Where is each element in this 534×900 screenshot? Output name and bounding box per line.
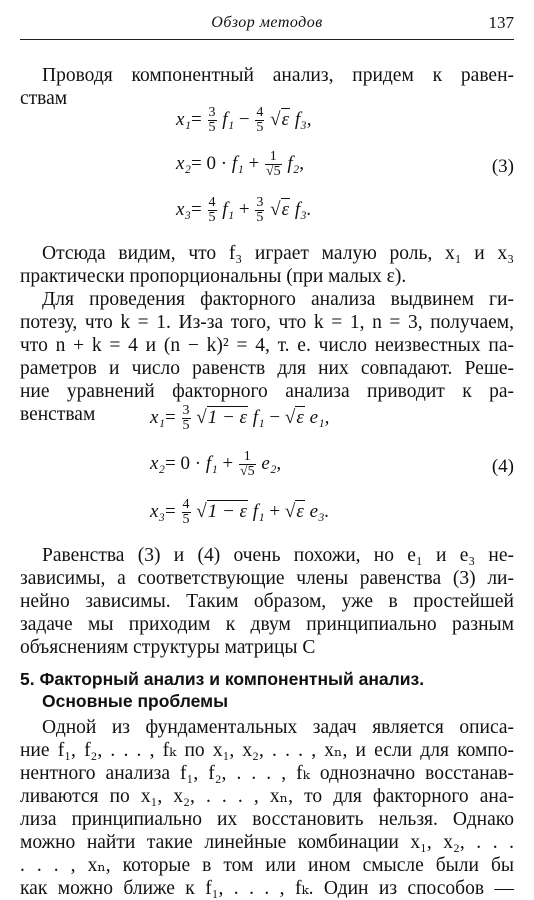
text-line: ствам xyxy=(20,88,68,109)
section-heading-line: Основные проблемы xyxy=(42,691,229,711)
equation-x3: x₃= $\frac{4}{5}$ f₁ + $\frac{3}{5}$ √ε f₃. xyxy=(176,195,312,225)
text-line: Равенства (3) и (4) очень похожи, но e₁ и e₃ не- xyxy=(42,545,514,566)
equation-x2: x₂= 0 · f₁ + $\frac{1}{√5}$ f₂, xyxy=(176,149,305,179)
text-line: задаче мы приходим к двум принципиально разным xyxy=(20,614,514,635)
equation-number-4: (4) xyxy=(491,456,514,477)
paragraph-observation xyxy=(20,242,514,288)
text-line: как можно ближе к f₁, . . . , fₖ. Один из способов — xyxy=(20,878,514,899)
section-heading-line: 5. Факторный анализ и компонентный анализ. xyxy=(20,669,425,689)
section-heading xyxy=(20,668,514,712)
paragraph-intro xyxy=(20,64,514,110)
running-title: Обзор методов xyxy=(211,14,323,31)
page-header xyxy=(0,0,534,38)
text-line: потезу, что k = 1. Из-за того, что k = 1, n = 3, получаем, xyxy=(20,312,514,333)
text-line: Проводя компонентный анализ, придем к равен- xyxy=(42,65,514,86)
text-line: Одной из фундаментальных задач является описа- xyxy=(42,717,514,738)
text-line: объяснениям структуры матрицы C xyxy=(20,637,316,658)
text-line: можно найти такие линейные комбинации x₁, x₂, . . . xyxy=(20,832,514,853)
text-line: венствам xyxy=(20,404,96,425)
equation-x3: x₃= $\frac{4}{5}$ √1 − ε f₁ + √ε e₃. xyxy=(150,497,330,527)
paragraph-comparison xyxy=(20,544,514,659)
header-rule xyxy=(20,39,514,40)
equation-number-3: (3) xyxy=(491,156,514,177)
text-line: ливаются по x₁, x₂, . . . , xₙ, то для факторного ана- xyxy=(20,786,514,807)
equation-x2: x₂= 0 · f₁ + $\frac{1}{√5}$ e₂, xyxy=(150,449,282,479)
text-line: Для проведения факторного анализа выдвинем ги- xyxy=(42,289,514,310)
paragraph-fundamental-task xyxy=(20,716,514,900)
text-line: нейно зависимы. Таким образом, уже в простейшей xyxy=(20,591,514,612)
text-line: ние уравнений факторного анализа приводит к ра- xyxy=(20,381,514,402)
text-line: лиза принципиально их восстановить нельзя. Однако xyxy=(20,809,514,830)
page-number: 137 xyxy=(488,13,514,32)
equation-x1: x₁= $\frac{3}{5}$ f₁ − $\frac{4}{5}$ √ε f₃, xyxy=(176,105,312,135)
text-line: зависимы, а соответствующие члены равенства (3) ли- xyxy=(20,568,514,589)
text-line: раметров и число равенств для них совпадают. Реше- xyxy=(20,358,514,379)
text-line: . . . , xₙ, которые в том или ином смысле были бы xyxy=(20,855,514,876)
text-line: практически пропорциональны (при малых ε). xyxy=(20,266,407,287)
text-line: ние f₁, f₂, . . . , fₖ по x₁, x₂, . . . , xₙ, и если для компо- xyxy=(20,740,514,761)
text-line: что n + k = 4 и (n − k)² = 4, т. е. число неизвестных па- xyxy=(20,335,514,356)
text-line: Отсюда видим, что f₃ играет малую роль, x₁ и x₃ xyxy=(42,243,514,264)
equation-x1: x₁= $\frac{3}{5}$ √1 − ε f₁ − √ε e₁, xyxy=(150,403,330,433)
text-line: нентного анализа f₁, f₂, . . . , fₖ однозначно восстанав- xyxy=(20,763,514,784)
